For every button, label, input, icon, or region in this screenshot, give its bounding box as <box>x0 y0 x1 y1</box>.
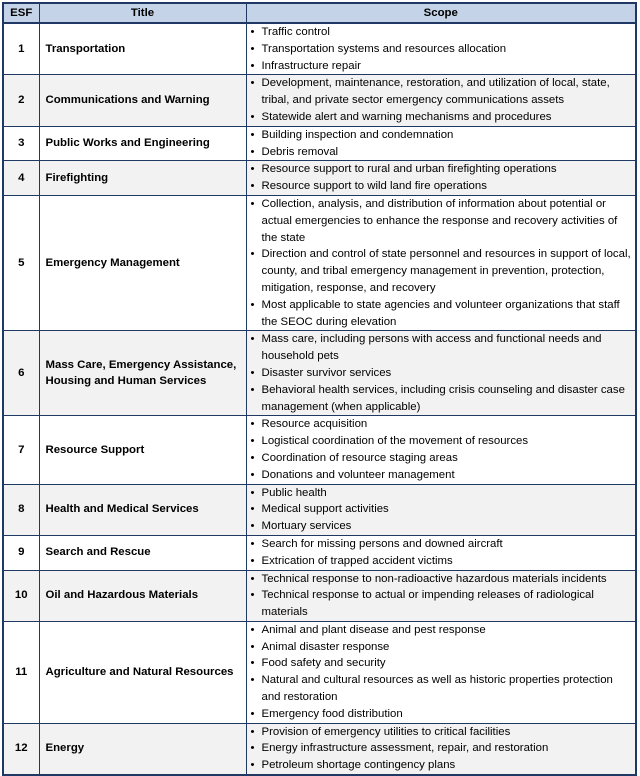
table-row <box>3 195 636 330</box>
esf-number: 11 <box>3 621 39 723</box>
table-row <box>3 723 636 775</box>
esf-number: 5 <box>3 195 39 330</box>
esf-scope <box>246 621 636 723</box>
scope-list <box>251 196 632 330</box>
scope-item: • Medical support activities <box>251 501 632 518</box>
scope-item: • Behavioral health services, including crisis counseling and disaster case management (when applicable) <box>251 382 632 416</box>
scope-item: • Animal disaster response <box>251 639 632 656</box>
esf-title: Resource Support <box>39 416 246 484</box>
scope-item: • Statewide alert and warning mechanisms and procedures <box>251 109 632 126</box>
scope-item: • Animal and plant disease and pest response <box>251 622 632 639</box>
esf-title: Energy <box>39 723 246 775</box>
scope-item: • Resource support to rural and urban firefighting operations <box>251 161 632 178</box>
table-row <box>3 484 636 535</box>
table-row <box>3 331 636 416</box>
esf-scope <box>246 75 636 126</box>
scope-item: • Energy infrastructure assessment, repair, and restoration <box>251 740 632 757</box>
scope-item: • Technical response to non-radioactive hazardous materials incidents <box>251 571 632 588</box>
scope-item: • Transportation systems and resources allocation <box>251 41 632 58</box>
esf-title: Mass Care, Emergency Assistance, Housing and Human Services <box>39 331 246 416</box>
esf-number: 9 <box>3 535 39 570</box>
table-row <box>3 75 636 126</box>
scope-list <box>251 24 632 74</box>
scope-item: • Resource acquisition <box>251 416 632 433</box>
scope-list <box>251 571 632 621</box>
scope-list <box>251 127 632 161</box>
table-row <box>3 126 636 161</box>
esf-title: Public Works and Engineering <box>39 126 246 161</box>
header-scope: Scope <box>246 3 636 23</box>
scope-item: • Food safety and security <box>251 655 632 672</box>
scope-list <box>251 75 632 125</box>
esf-number: 7 <box>3 416 39 484</box>
esf-scope <box>246 331 636 416</box>
esf-scope <box>246 416 636 484</box>
scope-item: • Development, maintenance, restoration, and utilization of local, state, tribal, and private sector emergency communications assets <box>251 75 632 109</box>
scope-item: • Disaster survivor services <box>251 365 632 382</box>
esf-number: 1 <box>3 23 39 75</box>
scope-item: • Extrication of trapped accident victims <box>251 553 632 570</box>
header-esf: ESF <box>3 3 39 23</box>
scope-item: • Mass care, including persons with access and functional needs and household pets <box>251 331 632 365</box>
esf-title: Firefighting <box>39 161 246 196</box>
esf-title: Oil and Hazardous Materials <box>39 570 246 621</box>
scope-list <box>251 331 632 415</box>
table-row <box>3 570 636 621</box>
esf-scope <box>246 195 636 330</box>
esf-number: 6 <box>3 331 39 416</box>
esf-table <box>2 2 637 776</box>
esf-number: 4 <box>3 161 39 196</box>
esf-number: 12 <box>3 723 39 775</box>
scope-list <box>251 536 632 570</box>
esf-title: Emergency Management <box>39 195 246 330</box>
esf-number: 8 <box>3 484 39 535</box>
table-row <box>3 416 636 484</box>
scope-item: • Provision of emergency utilities to critical facilities <box>251 724 632 741</box>
esf-number: 10 <box>3 570 39 621</box>
scope-item: • Technical response to actual or impending releases of radiological materials <box>251 587 632 621</box>
scope-item: • Building inspection and condemnation <box>251 127 632 144</box>
esf-scope <box>246 161 636 196</box>
scope-item: • Most applicable to state agencies and volunteer organizations that staff the SEOC during elevation <box>251 297 632 331</box>
scope-item: • Direction and control of state personnel and resources in support of local, county, and tribal emergency management in prevention, protection, mitigation, response, and recovery <box>251 246 632 296</box>
esf-number: 3 <box>3 126 39 161</box>
scope-item: • Infrastructure repair <box>251 58 632 75</box>
table-row <box>3 161 636 196</box>
esf-scope <box>246 484 636 535</box>
esf-title: Transportation <box>39 23 246 75</box>
scope-item: • Collection, analysis, and distribution of information about potential or actual emergencies to enhance the response and recovery activities of the state <box>251 196 632 246</box>
esf-scope <box>246 570 636 621</box>
esf-scope <box>246 23 636 75</box>
esf-scope <box>246 126 636 161</box>
scope-item: • Petroleum shortage contingency plans <box>251 757 632 774</box>
table-row <box>3 621 636 723</box>
scope-list <box>251 485 632 535</box>
scope-item: • Donations and volunteer management <box>251 467 632 484</box>
scope-list <box>251 622 632 723</box>
scope-item: • Mortuary services <box>251 518 632 535</box>
scope-item: • Natural and cultural resources as well as historic properties protection and restoration <box>251 672 632 706</box>
table-row <box>3 23 636 75</box>
scope-list <box>251 724 632 774</box>
scope-list <box>251 161 632 195</box>
scope-item: • Resource support to wild land fire operations <box>251 178 632 195</box>
scope-item: • Debris removal <box>251 144 632 161</box>
esf-scope <box>246 535 636 570</box>
header-row <box>3 3 636 23</box>
scope-item: • Logistical coordination of the movement of resources <box>251 433 632 450</box>
scope-item: • Coordination of resource staging areas <box>251 450 632 467</box>
table-row <box>3 535 636 570</box>
header-title: Title <box>39 3 246 23</box>
esf-number: 2 <box>3 75 39 126</box>
scope-list <box>251 416 632 483</box>
esf-scope <box>246 723 636 775</box>
scope-item: • Public health <box>251 485 632 502</box>
esf-title: Search and Rescue <box>39 535 246 570</box>
esf-title: Agriculture and Natural Resources <box>39 621 246 723</box>
scope-item: • Search for missing persons and downed aircraft <box>251 536 632 553</box>
scope-item: • Emergency food distribution <box>251 706 632 723</box>
esf-title: Health and Medical Services <box>39 484 246 535</box>
esf-title: Communications and Warning <box>39 75 246 126</box>
scope-item: • Traffic control <box>251 24 632 41</box>
